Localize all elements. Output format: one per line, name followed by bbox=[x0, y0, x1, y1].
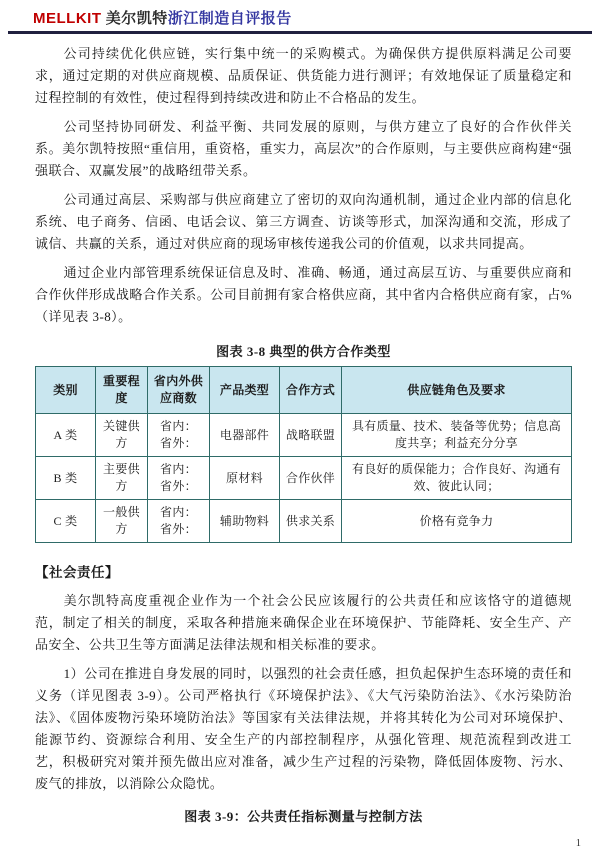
paragraph-supply-chain: 公司持续优化供应链，实行集中统一的采购模式。为确保供方提供原料满足公司要求，通过定期的对供应商规模、品质保证、供货能力进行测评；有效地保证了质量稳定和过程控制的有效性，使过程得到持续改进和防止不合格品的发生。 bbox=[35, 46, 572, 105]
cell-supplier-count bbox=[148, 500, 210, 543]
cell-category: C 类 bbox=[36, 500, 96, 543]
document-body bbox=[0, 34, 600, 825]
cell-product-type: 原材料 bbox=[210, 457, 280, 500]
count-out-province: 省外： bbox=[160, 479, 197, 493]
header-cell-product-type: 产品类型 bbox=[210, 367, 280, 414]
cell-role-requirements: 具有质量、技术、装备等优势；信息高度共享；利益充分分享 bbox=[342, 414, 572, 457]
cell-importance: 主要供方 bbox=[96, 457, 148, 500]
cell-cooperation-mode: 战略联盟 bbox=[280, 414, 342, 457]
cell-cooperation-mode: 合作伙伴 bbox=[280, 457, 342, 500]
company-name: 美尔凯特 bbox=[105, 11, 168, 27]
table-caption: 图表 3-8 典型的供方合作类型 bbox=[216, 344, 391, 359]
suppliers-table bbox=[35, 366, 572, 543]
cell-category: A 类 bbox=[36, 414, 96, 457]
table-header-row bbox=[36, 367, 572, 414]
cell-product-type: 电器部件 bbox=[210, 414, 280, 457]
cell-supplier-count bbox=[148, 414, 210, 457]
cell-importance: 关键供方 bbox=[96, 414, 148, 457]
report-header bbox=[8, 0, 592, 34]
report-title: 浙江制造自评报告 bbox=[167, 11, 292, 27]
brand-logo: MELLKIT bbox=[33, 10, 102, 27]
cell-cooperation-mode: 供求关系 bbox=[280, 500, 342, 543]
count-out-province: 省外： bbox=[160, 522, 197, 536]
cell-role-requirements: 价格有竞争力 bbox=[342, 500, 572, 543]
count-in-province: 省内： bbox=[160, 505, 197, 519]
paragraph-cooperation-principle: 公司坚持协同研发、利益平衡、共同发展的原则，与供方建立了良好的合作伙伴关系。美尔凯特按照“重信用，重资格，重实力，高层次”的合作原则，与主要供应商构建“强强联合、双赢发展”的战略纽带关系。 bbox=[35, 119, 572, 178]
count-out-province: 省外： bbox=[160, 436, 197, 450]
page-number: 1 bbox=[575, 838, 581, 849]
paragraph-environment-laws: 1）公司在推进自身发展的同时，以强烈的社会责任感，担负起保护生态环境的责任和义务（详见图表 3-9）。公司严格执行《环境保护法》、《大气污染防治法》、《水污染防治法》、《固体废物污染环境防治法》等国家有关法律法规，并将其转化为公司对环境保护、能源节约、资源综合利用、安全生产的内部控制程序，从强化管理、规范流程到改进工艺，积极研究对策并预先做出应对准备，减少生产过程的污染物，降低固体废物、污水、废气的排放，以消除公众隐忧。 bbox=[35, 666, 572, 791]
paragraph-supplier-stats: 通过企业内部管理系统保证信息及时、准确、畅通，通过高层互访、与重要供应商和合作伙伴形成战略合作关系。公司目前拥有家合格供应商，其中省内合格供应商有家，占%（详见表 3-8）。 bbox=[35, 265, 572, 324]
cell-product-type: 辅助物料 bbox=[210, 500, 280, 543]
cell-role-requirements: 有良好的质保能力；合作良好、沟通有效、彼此认同； bbox=[342, 457, 572, 500]
figure-caption-3-9: 图表 3-9：公共责任指标测量与控制方法 bbox=[184, 809, 423, 824]
paragraph-social-responsibility: 美尔凯特高度重视企业作为一个社会公民应该履行的公共责任和应该恪守的道德规范，制定了相关的制度，采取各种措施来确保企业在环境保护、节能降耗、安全生产、产品安全、公共卫生等方面满足法律法规和相关标准的要求。 bbox=[35, 593, 572, 652]
cell-supplier-count bbox=[148, 457, 210, 500]
count-in-province: 省内： bbox=[160, 462, 197, 476]
table-row bbox=[36, 414, 572, 457]
cell-category: B 类 bbox=[36, 457, 96, 500]
header-cell-importance: 重要程度 bbox=[96, 367, 148, 414]
count-in-province: 省内： bbox=[160, 419, 197, 433]
table-row bbox=[36, 500, 572, 543]
paragraph-communication: 公司通过高层、采购部与供应商建立了密切的双向沟通机制，通过企业内部的信息化系统、电子商务、信函、电话会议、第三方调查、访谈等形式，加深沟通和交流，形成了诚信、共赢的关系，通过对供应商的现场审核传递我公司的价值观，以求共同提高。 bbox=[35, 192, 572, 251]
header-cell-cooperation-mode: 合作方式 bbox=[280, 367, 342, 414]
header-cell-category: 类别 bbox=[36, 367, 96, 414]
table-row bbox=[36, 457, 572, 500]
section-heading-social-responsibility: 【社会责任】 bbox=[35, 565, 119, 580]
header-cell-supplier-count: 省内外供应商数 bbox=[148, 367, 210, 414]
cell-importance: 一般供方 bbox=[96, 500, 148, 543]
header-cell-role-requirements: 供应链角色及要求 bbox=[342, 367, 572, 414]
